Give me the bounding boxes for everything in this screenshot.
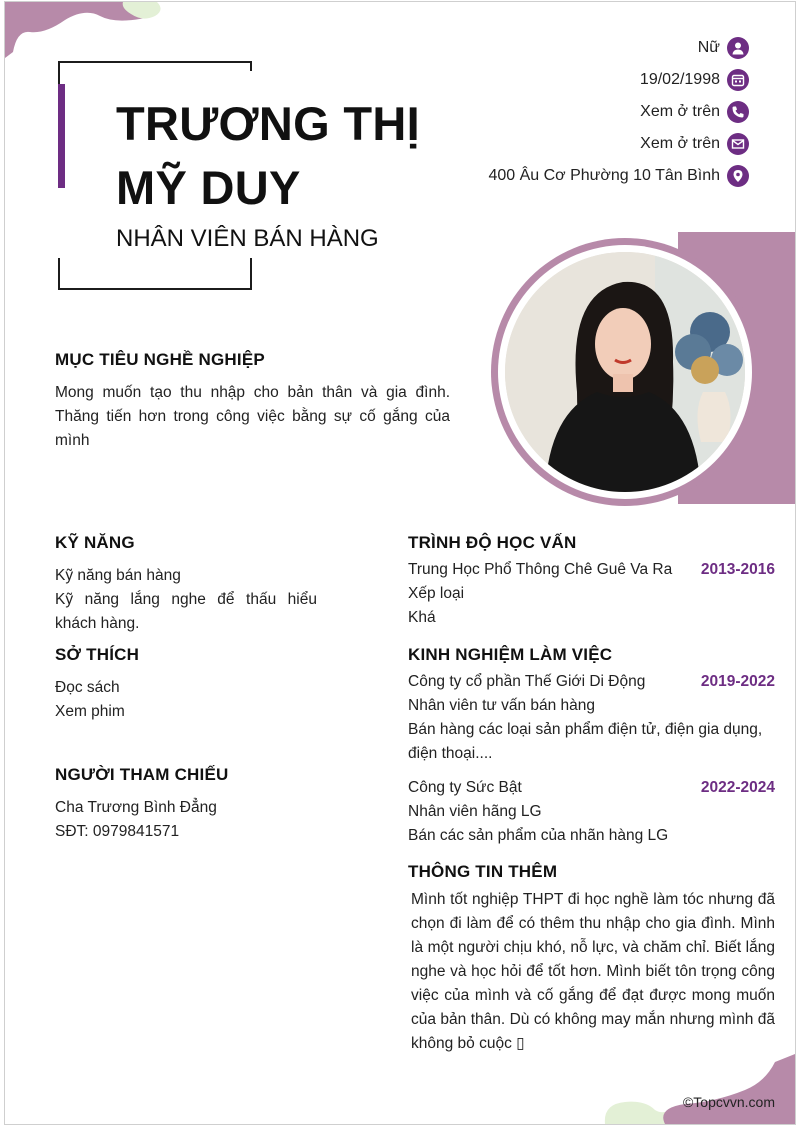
job-1-company: Công ty cổ phần Thế Giới Di Động <box>408 673 646 690</box>
experience-heading: KINH NGHIỆM LÀM VIỆC <box>408 645 613 664</box>
extra-info-text: Mình tốt nghiệp THPT đi học nghề làm tóc nhưng đã chọn đi làm để có thêm thu nhập cho gia đình. Mình là một người chịu khó, nỗ lực, và chăm chỉ. Biết lắng nghe và học hỏi để tốt hơn. Mình biết tôn trọng công việc của mình và cố gắng để đạt được mong muốn của bản thân. Dù có không may mắn nhưng mình đã không bỏ cuộc ▯ <box>411 891 775 1052</box>
education-rank: Khá <box>408 609 436 626</box>
job-2-description: Bán các sản phẩm của nhãn hàng LG <box>408 827 669 844</box>
candidate-role: NHÂN VIÊN BÁN HÀNG <box>116 225 379 252</box>
decorative-blob-top-left <box>5 2 175 62</box>
education-heading: TRÌNH ĐỘ HỌC VẤN <box>408 533 577 552</box>
name-frame-accent <box>58 84 65 188</box>
name-frame-right-bottom <box>250 258 252 290</box>
job-1-description: Bán hàng các loại sản phẩm điện tử, điện gia dụng, điện thoại.... <box>408 721 763 762</box>
contact-gender <box>488 32 749 64</box>
name-frame-left-bottom <box>58 258 60 290</box>
footer-copyright: ©Topcvvn.com <box>682 1094 775 1110</box>
objective-text: Mong muốn tạo thu nhập cho bản thân và gia đình. Thăng tiến hơn trong công việc bằng sự cố gắng của mình <box>55 384 450 449</box>
candidate-name-line2: MỸ DUY <box>116 161 301 214</box>
calendar-icon <box>727 69 749 91</box>
reference-phone: SĐT: 0979841571 <box>55 823 180 840</box>
contact-email-value: Xem ở trên <box>640 135 720 152</box>
job-2-company: Công ty Sức Bật <box>408 779 522 796</box>
mail-icon <box>727 133 749 155</box>
job-1-position: Nhân viên tư vấn bán hàng <box>408 697 596 714</box>
decorative-blob-bottom-right <box>595 1054 795 1124</box>
reference-name: Cha Trương Bình Đẳng <box>55 799 217 816</box>
contact-phone <box>488 96 749 128</box>
contact-birthday-value: 19/02/1998 <box>639 71 720 88</box>
phone-icon <box>727 101 749 123</box>
hobbies-item-1: Đọc sách <box>55 679 120 696</box>
contact-address-value: 400 Âu Cơ Phường 10 Tân Bình <box>488 167 720 184</box>
cv-page <box>4 1 796 1125</box>
job-2-position: Nhân viên hãng LG <box>408 803 542 820</box>
education-years: 2013-2016 <box>700 561 775 578</box>
objective-heading: MỤC TIÊU NGHỀ NGHIỆP <box>55 350 265 369</box>
candidate-name-line1: TRƯƠNG THỊ <box>116 97 421 150</box>
profile-photo <box>505 252 745 492</box>
hobbies-heading: SỞ THÍCH <box>55 645 140 664</box>
job-2-years: 2022-2024 <box>700 779 775 796</box>
candidate-name <box>116 92 420 220</box>
contact-address <box>488 160 749 192</box>
contact-email <box>488 128 749 160</box>
skills-heading: KỸ NĂNG <box>55 533 135 552</box>
job-1-years: 2019-2022 <box>700 673 775 690</box>
contact-phone-value: Xem ở trên <box>640 103 720 120</box>
education-rank-label: Xếp loại <box>408 585 465 602</box>
contact-list <box>488 32 749 192</box>
extra-info-heading: THÔNG TIN THÊM <box>408 862 558 881</box>
name-frame-bottom <box>58 288 252 290</box>
person-icon <box>727 37 749 59</box>
references-heading: NGƯỜI THAM CHIẾU <box>55 765 229 784</box>
name-frame-right <box>250 61 252 71</box>
name-frame-top <box>58 61 252 63</box>
contact-birthday <box>488 64 749 96</box>
skills-item-2: Kỹ năng lắng nghe để thấu hiểu khách hàng. <box>55 591 317 632</box>
location-icon <box>727 165 749 187</box>
contact-gender-value: Nữ <box>697 39 720 56</box>
hobbies-item-2: Xem phim <box>55 703 125 720</box>
education-school: Trung Học Phổ Thông Chê Guê Va Ra <box>408 561 673 578</box>
skills-item-1: Kỹ năng bán hàng <box>55 567 181 584</box>
